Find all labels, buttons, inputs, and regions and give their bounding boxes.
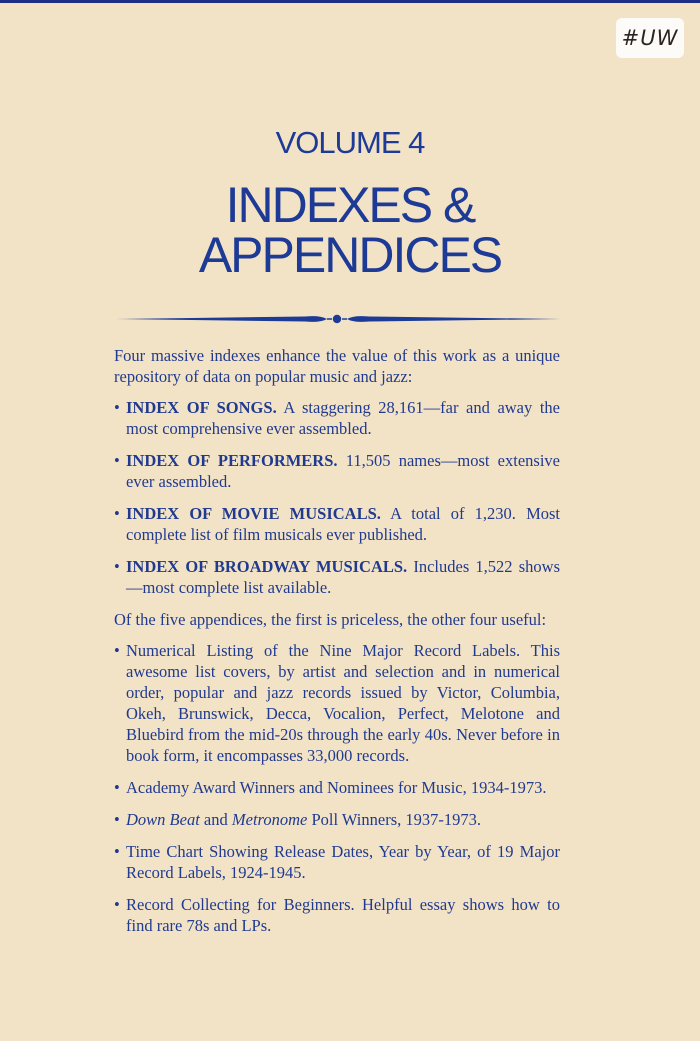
appendix-item xyxy=(114,809,560,830)
sticker-text: #UW xyxy=(621,26,679,50)
appendices-list xyxy=(114,640,560,936)
appendix-text: Numerical Listing of the Nine Major Record Labels. This awesome list covers, by artist and selection and in numerical order, popular and jazz records issued by Victor, Columbia, Okeh, Brunswick, Decca, Vocalion, Perfect, Melotone and Bluebird from the mid-20s through the early 40s. Never before in book form, it encompasses 33,000 records. xyxy=(126,641,560,765)
index-heading: INDEX OF PERFORMERS. xyxy=(126,451,338,470)
appendix-text: Record Collecting for Beginners. Helpful essay shows how to find rare 78s and LPs. xyxy=(126,895,560,935)
appendix-text: Poll Winners, 1937-1973. xyxy=(307,810,481,829)
page-title xyxy=(0,177,700,283)
bullet: • xyxy=(114,895,120,914)
index-item-broadway-musicals xyxy=(114,556,560,598)
publication-title: Metronome xyxy=(231,810,308,829)
volume-heading: VOLUME 4 xyxy=(275,125,425,160)
appendix-text: Academy Award Winners and Nominees for Music, 1934-1973. xyxy=(126,778,547,797)
bullet: • xyxy=(114,504,120,523)
bullet: • xyxy=(114,557,120,576)
index-item-performers xyxy=(114,450,560,492)
bullet: • xyxy=(114,810,120,829)
index-heading: INDEX OF BROADWAY MUSICALS. xyxy=(126,557,408,576)
title-line-2: APPENDICES xyxy=(198,227,502,283)
intro-paragraph: Four massive indexes enhance the value of this work as a unique repository of data on popular music and jazz: xyxy=(114,346,560,386)
bullet: • xyxy=(114,451,120,470)
bullet: • xyxy=(114,641,120,660)
appendix-item xyxy=(114,640,560,766)
top-edge-band xyxy=(0,0,700,3)
index-heading: INDEX OF SONGS. xyxy=(126,398,277,417)
index-item-movie-musicals xyxy=(114,503,560,545)
handwritten-label-sticker xyxy=(616,18,684,58)
appendix-text: Time Chart Showing Release Dates, Year by Year, of 19 Major Record Labels, 1924-1945. xyxy=(126,842,560,882)
bullet: • xyxy=(114,398,120,417)
description-body xyxy=(114,345,560,947)
appendix-item xyxy=(114,777,560,798)
bullet: • xyxy=(114,842,120,861)
appendix-item xyxy=(114,841,560,883)
index-text: A staggering 28,161—far and away the most comprehensive ever assembled. xyxy=(126,398,560,438)
title-line-1: INDEXES & xyxy=(225,177,475,233)
index-text: A total of 1,230. Most complete list of film musicals ever published. xyxy=(126,504,561,544)
index-text: 11,505 names—most extensive ever assembled. xyxy=(126,451,560,491)
appendix-item xyxy=(114,894,560,936)
indexes-list xyxy=(114,397,560,598)
bullet: • xyxy=(114,778,120,797)
appendix-text-connector: and xyxy=(199,810,232,829)
index-text: Includes 1,522 shows—most complete list available. xyxy=(126,557,560,597)
publication-title: Down Beat xyxy=(126,810,200,829)
ornamental-rule-divider xyxy=(115,309,561,329)
index-item-songs xyxy=(114,397,560,439)
index-heading: INDEX OF MOVIE MUSICALS. xyxy=(126,504,381,523)
appendix-intro-paragraph: Of the five appendices, the first is priceless, the other four useful: xyxy=(114,610,547,629)
